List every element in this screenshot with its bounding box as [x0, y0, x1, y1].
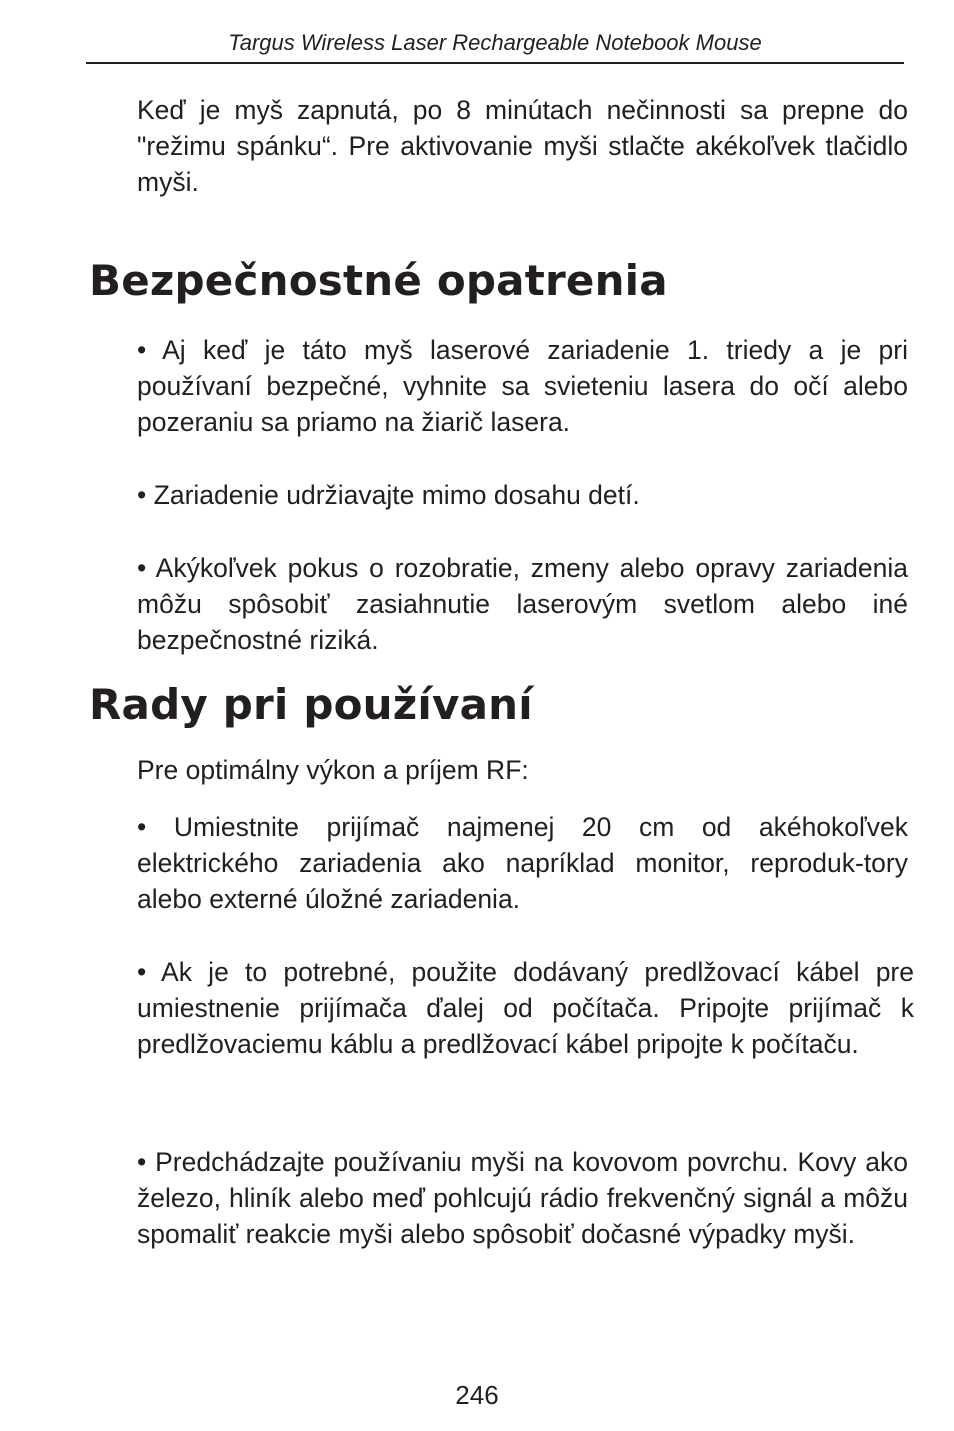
tips-item-1: • Umiestnite prijímač najmenej 20 cm od akéhokoľvek elektrického zariadenia ako napríklad monitor, reproduk-tory alebo externé úložné zariadenia. [137, 812, 908, 914]
safety-item-1: • Aj keď je táto myš laserové zariadenie 1. triedy a je pri používaní bezpečné, vyhnite sa svieteniu lasera do očí alebo pozeraniu sa priamo na žiarič lasera. [137, 335, 908, 437]
tips-heading: Rady pri používaní [89, 680, 533, 729]
intro-paragraph: Keď je myš zapnutá, po 8 minútach nečinnosti sa prepne do "režimu spánku“. Pre aktivovanie myši stlačte akékoľvek tlačidlo myši. [137, 95, 908, 197]
running-header: Targus Wireless Laser Rechargeable Notebook Mouse [228, 30, 762, 55]
safety-item-2: • Zariadenie udržiavajte mimo dosahu detí. [137, 480, 640, 510]
header-rule [86, 62, 904, 64]
safety-heading: Bezpečnostné opatrenia [89, 256, 668, 305]
page-number: 246 [455, 1380, 499, 1410]
safety-item-3: • Akýkoľvek pokus o rozobratie, zmeny alebo opravy zariadenia môžu spôsobiť zasiahnutie laserovým svetlom alebo iné bezpečnostné riziká. [137, 553, 908, 655]
tips-item-2: • Ak je to potrebné, použite dodávaný predlžovací kábel pre umiestnenie prijímača ďalej od počítača. Pripojte prijímač k predlžovaciemu káblu a predlžovací kábel pripojte k počítaču. [137, 957, 914, 1059]
tips-item-3: • Predchádzajte používaniu myši na kovovom povrchu. Kovy ako železo, hliník alebo meď pohlcujú rádio frekvenčný signál a môžu spomaliť reakcie myši alebo spôsobiť dočasné výpadky myši. [137, 1147, 908, 1249]
tips-lead: Pre optimálny výkon a príjem RF: [137, 755, 529, 785]
